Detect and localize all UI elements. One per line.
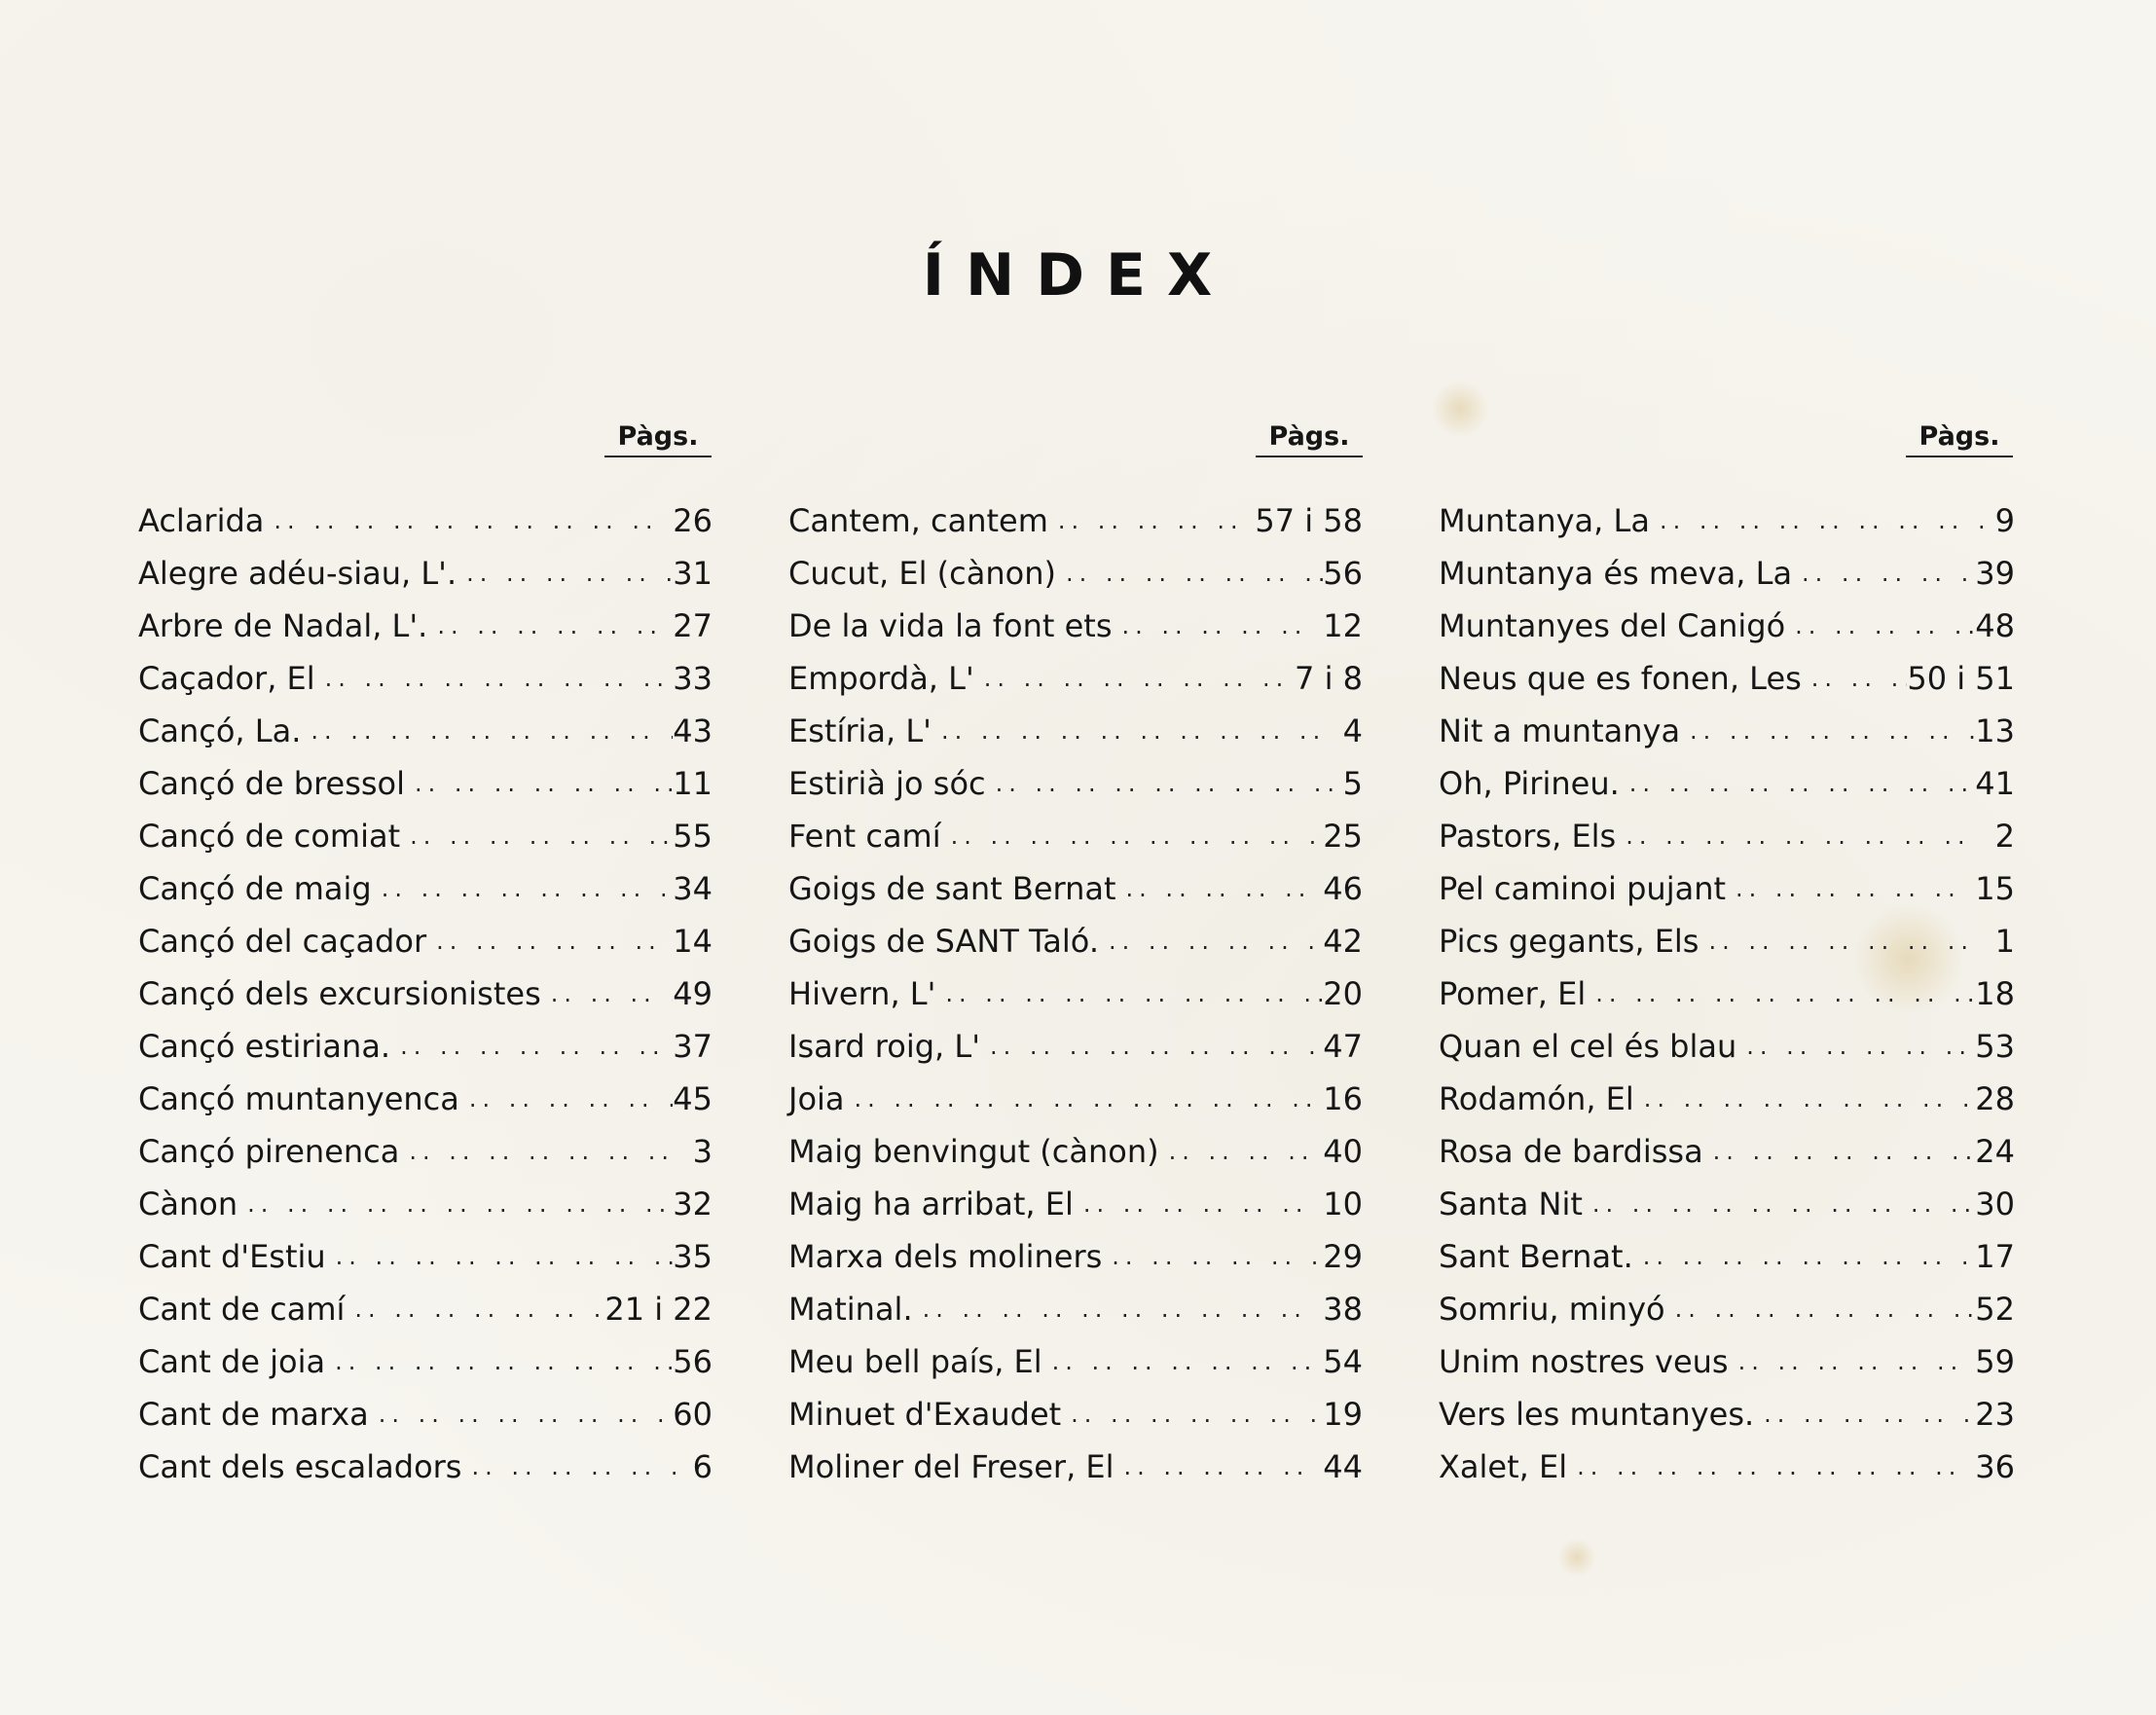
- index-entry: [788, 1073, 1363, 1125]
- dot-leader: [1754, 1388, 1975, 1441]
- entry-page-number: 50 i 51: [1907, 660, 2015, 697]
- index-entry: [788, 810, 1363, 862]
- entry-page-number: 1: [1994, 923, 2015, 960]
- dot-leader: [459, 1073, 673, 1125]
- index-entry: [138, 1283, 713, 1335]
- index-entry: [1439, 652, 2015, 705]
- dot-leader: [1116, 862, 1324, 915]
- dot-leader: [426, 915, 673, 967]
- index-entry: [138, 1388, 713, 1441]
- entry-title: Rodamón, El: [1439, 1080, 1634, 1117]
- entry-title: Oh, Pirineu.: [1439, 765, 1620, 802]
- index-entry: [788, 1178, 1363, 1230]
- entry-title: Cucut, El (cànon): [788, 555, 1056, 592]
- dot-leader: [399, 1125, 683, 1178]
- dot-leader: [1567, 1441, 1975, 1493]
- dot-leader: [1586, 967, 1975, 1020]
- index-entry: [138, 915, 713, 967]
- entry-title: Cançó de bressol: [138, 765, 406, 802]
- entry-page-number: 52: [1975, 1291, 2015, 1328]
- dot-leader: [1729, 1335, 1976, 1388]
- index-entry: [1439, 1073, 2015, 1125]
- dot-leader: [1792, 547, 1975, 600]
- dot-leader: [1048, 494, 1255, 547]
- dot-leader: [974, 652, 1295, 705]
- page-title: ÍNDEX: [922, 241, 1234, 310]
- index-entry: [138, 652, 713, 705]
- entry-page-number: 14: [673, 923, 713, 960]
- entry-page-number: 21 i 22: [604, 1291, 713, 1328]
- dot-leader: [427, 600, 673, 652]
- entry-title: Arbre de Nadal, L'.: [138, 607, 428, 644]
- entry-title: Cançó muntanyenca: [138, 1080, 459, 1117]
- index-entry: [788, 967, 1363, 1020]
- entry-title: Isard roig, L': [788, 1028, 980, 1065]
- index-entry: [788, 705, 1363, 757]
- dot-leader: [457, 547, 673, 600]
- dot-leader: [986, 757, 1334, 810]
- entry-title: Cant dels escaladors: [138, 1448, 462, 1485]
- index-entry: [1439, 600, 2015, 652]
- entry-title: Cant de marxa: [138, 1396, 369, 1433]
- dot-leader: [1633, 1230, 1976, 1283]
- entry-page-number: 6: [692, 1448, 713, 1485]
- entry-page-number: 3: [692, 1133, 713, 1170]
- entry-page-number: 13: [1975, 712, 2015, 749]
- entry-title: Pastors, Els: [1439, 818, 1617, 855]
- index-entry: [1439, 1020, 2015, 1073]
- dot-leader: [1042, 1335, 1324, 1388]
- entry-page-number: 12: [1323, 607, 1363, 644]
- entry-page-number: 9: [1994, 502, 2015, 539]
- entry-title: Moliner del Freser, El: [788, 1448, 1115, 1485]
- entry-page-number: 19: [1323, 1396, 1363, 1433]
- entry-title: Minuet d'Exaudet: [788, 1396, 1062, 1433]
- dot-leader: [1665, 1283, 1976, 1335]
- dot-leader: [238, 1178, 673, 1230]
- dot-leader: [935, 967, 1323, 1020]
- dot-leader: [541, 967, 674, 1020]
- index-entry: [788, 1283, 1363, 1335]
- entry-page-number: 49: [673, 975, 713, 1012]
- dot-leader: [461, 1441, 683, 1493]
- index-entry: [138, 600, 713, 652]
- entry-page-number: 30: [1975, 1186, 2015, 1222]
- index-entry: [138, 1335, 713, 1388]
- entry-page-number: 10: [1323, 1186, 1363, 1222]
- dot-leader: [1583, 1178, 1975, 1230]
- paper-stain: [1431, 380, 1489, 438]
- entry-page-number: 27: [673, 607, 713, 644]
- index-entry: [788, 1230, 1363, 1283]
- entry-title: Cançó del caçador: [138, 923, 427, 960]
- entry-title: Pomer, El: [1439, 975, 1587, 1012]
- index-entry: [788, 1125, 1363, 1178]
- entry-page-number: 55: [673, 818, 713, 855]
- entry-page-number: 38: [1323, 1291, 1363, 1328]
- dot-leader: [315, 652, 674, 705]
- entry-title: Caçador, El: [138, 660, 315, 697]
- index-entry: [138, 1073, 713, 1125]
- dot-leader: [1650, 494, 1986, 547]
- entry-title: Goigs de SANT Taló.: [788, 923, 1099, 960]
- index-entry: [138, 1125, 713, 1178]
- entry-title: Maig benvingut (cànon): [788, 1133, 1159, 1170]
- index-column-3: [1439, 494, 2015, 1493]
- entry-page-number: 7 i 8: [1295, 660, 1363, 697]
- dot-leader: [1620, 757, 1976, 810]
- entry-page-number: 37: [673, 1028, 713, 1065]
- entry-title: Cantem, cantem: [788, 502, 1048, 539]
- dot-leader: [1102, 1230, 1323, 1283]
- entry-title: Alegre adéu-siau, L'.: [138, 555, 457, 592]
- entry-page-number: 5: [1342, 765, 1363, 802]
- entry-page-number: 40: [1323, 1133, 1363, 1170]
- index-entry: [1439, 967, 2015, 1020]
- index-entry: [138, 862, 713, 915]
- dot-leader: [301, 705, 673, 757]
- entry-page-number: 57 i 58: [1255, 502, 1363, 539]
- index-entry: [138, 494, 713, 547]
- index-entry: [138, 1020, 713, 1073]
- dot-leader: [1680, 705, 1975, 757]
- index-entry: [1439, 810, 2015, 862]
- entry-page-number: 47: [1323, 1028, 1363, 1065]
- index-entry: [788, 652, 1363, 705]
- index-entry: [138, 810, 713, 862]
- entry-page-number: 33: [673, 660, 713, 697]
- entry-title: Cançó estiriana.: [138, 1028, 391, 1065]
- dot-leader: [325, 1335, 673, 1388]
- pages-column-header: Pàgs.: [604, 420, 712, 457]
- dot-leader: [1115, 1441, 1324, 1493]
- entry-page-number: 48: [1975, 607, 2015, 644]
- index-entry: [1439, 915, 2015, 967]
- dot-leader: [1099, 915, 1323, 967]
- entry-page-number: 41: [1975, 765, 2015, 802]
- entry-page-number: 44: [1323, 1448, 1363, 1485]
- entry-title: Cant d'Estiu: [138, 1238, 326, 1275]
- index-entry: [1439, 1283, 2015, 1335]
- entry-page-number: 25: [1323, 818, 1363, 855]
- index-entry: [1439, 1125, 2015, 1178]
- dot-leader: [980, 1020, 1323, 1073]
- entry-title: Pics gegants, Els: [1439, 923, 1699, 960]
- dot-leader: [1074, 1178, 1323, 1230]
- index-column-1: [138, 494, 713, 1493]
- dot-leader: [1726, 862, 1975, 915]
- index-entry: [788, 757, 1363, 810]
- dot-leader: [345, 1283, 604, 1335]
- entry-title: Unim nostres veus: [1439, 1343, 1729, 1380]
- index-column-2: [788, 494, 1363, 1493]
- entry-page-number: 20: [1323, 975, 1363, 1012]
- entry-title: Aclarida: [138, 502, 265, 539]
- index-entry: [788, 1335, 1363, 1388]
- entry-page-number: 35: [673, 1238, 713, 1275]
- index-entry: [788, 915, 1363, 967]
- entry-title: Pel caminoi pujant: [1439, 870, 1727, 907]
- entry-page-number: 18: [1975, 975, 2015, 1012]
- entry-title: Muntanya, La: [1439, 502, 1650, 539]
- entry-title: Nit a muntanya: [1439, 712, 1681, 749]
- dot-leader: [1802, 652, 1908, 705]
- entry-page-number: 45: [673, 1080, 713, 1117]
- entry-title: Matinal.: [788, 1291, 913, 1328]
- entry-page-number: 60: [673, 1396, 713, 1433]
- entry-title: Somriu, minyó: [1439, 1291, 1665, 1328]
- index-entry: [1439, 862, 2015, 915]
- index-entry: [788, 494, 1363, 547]
- index-entry: [1439, 705, 2015, 757]
- entry-title: Vers les muntanyes.: [1439, 1396, 1755, 1433]
- pages-column-header: Pàgs.: [1906, 420, 2013, 457]
- entry-title: Quan el cel és blau: [1439, 1028, 1737, 1065]
- entry-title: Cançó pirenenca: [138, 1133, 400, 1170]
- dot-leader: [400, 810, 673, 862]
- index-entry: [1439, 1388, 2015, 1441]
- entry-title: Cançó, La.: [138, 712, 302, 749]
- entry-page-number: 15: [1975, 870, 2015, 907]
- dot-leader: [1736, 1020, 1975, 1073]
- index-entry: [138, 1230, 713, 1283]
- index-entry: [138, 1441, 713, 1493]
- pages-column-header: Pàgs.: [1256, 420, 1363, 457]
- index-entry: [138, 1178, 713, 1230]
- entry-title: Maig ha arribat, El: [788, 1186, 1074, 1222]
- dot-leader: [369, 1388, 674, 1441]
- entry-page-number: 2: [1994, 818, 2015, 855]
- dot-leader: [932, 705, 1334, 757]
- dot-leader: [913, 1283, 1324, 1335]
- entry-title: Cançó de maig: [138, 870, 372, 907]
- dot-leader: [1159, 1125, 1324, 1178]
- entry-title: Rosa de bardissa: [1439, 1133, 1703, 1170]
- entry-page-number: 34: [673, 870, 713, 907]
- entry-title: Xalet, El: [1439, 1448, 1568, 1485]
- index-entry: [788, 862, 1363, 915]
- entry-page-number: 23: [1975, 1396, 2015, 1433]
- entry-page-number: 42: [1323, 923, 1363, 960]
- entry-page-number: 26: [673, 502, 713, 539]
- entry-page-number: 17: [1975, 1238, 2015, 1275]
- dot-leader: [1785, 600, 1975, 652]
- entry-title: Marxa dels moliners: [788, 1238, 1103, 1275]
- entry-page-number: 11: [673, 765, 713, 802]
- paper-stain: [1557, 1538, 1596, 1577]
- dot-leader: [390, 1020, 673, 1073]
- entry-title: Cant de camí: [138, 1291, 346, 1328]
- dot-leader: [1699, 915, 1986, 967]
- index-entry: [138, 757, 713, 810]
- entry-page-number: 36: [1975, 1448, 2015, 1485]
- index-entry: [788, 1388, 1363, 1441]
- entry-title: Empordà, L': [788, 660, 974, 697]
- entry-page-number: 54: [1323, 1343, 1363, 1380]
- entry-title: De la vida la font ets: [788, 607, 1113, 644]
- dot-leader: [264, 494, 673, 547]
- dot-leader: [1616, 810, 1986, 862]
- entry-page-number: 56: [1323, 555, 1363, 592]
- index-entry: [138, 705, 713, 757]
- dot-leader: [372, 862, 674, 915]
- dot-leader: [1703, 1125, 1976, 1178]
- entry-title: Estirià jo sóc: [788, 765, 986, 802]
- index-entry: [138, 547, 713, 600]
- dot-leader: [941, 810, 1324, 862]
- dot-leader: [1113, 600, 1324, 652]
- entry-title: Cànon: [138, 1186, 238, 1222]
- index-entry: [1439, 1441, 2015, 1493]
- entry-title: Estíria, L': [788, 712, 932, 749]
- index-entry: [1439, 547, 2015, 600]
- dot-leader: [845, 1073, 1324, 1125]
- index-entry: [1439, 494, 2015, 547]
- entry-title: Goigs de sant Bernat: [788, 870, 1116, 907]
- entry-page-number: 28: [1975, 1080, 2015, 1117]
- index-entry: [1439, 1178, 2015, 1230]
- entry-page-number: 43: [673, 712, 713, 749]
- entry-title: Cant de joia: [138, 1343, 326, 1380]
- dot-leader: [1056, 547, 1323, 600]
- index-entry: [788, 547, 1363, 600]
- entry-title: Meu bell país, El: [788, 1343, 1042, 1380]
- entry-page-number: 24: [1975, 1133, 2015, 1170]
- entry-page-number: 46: [1323, 870, 1363, 907]
- entry-page-number: 59: [1975, 1343, 2015, 1380]
- dot-leader: [326, 1230, 674, 1283]
- entry-title: Fent camí: [788, 818, 941, 855]
- entry-title: Hivern, L': [788, 975, 936, 1012]
- index-entry: [1439, 757, 2015, 810]
- entry-title: Muntanyes del Canigó: [1439, 607, 1786, 644]
- entry-page-number: 39: [1975, 555, 2015, 592]
- entry-page-number: 32: [673, 1186, 713, 1222]
- entry-page-number: 16: [1323, 1080, 1363, 1117]
- entry-page-number: 4: [1342, 712, 1363, 749]
- entry-title: Santa Nit: [1439, 1186, 1583, 1222]
- index-entry: [1439, 1335, 2015, 1388]
- dot-leader: [1061, 1388, 1323, 1441]
- index-entry: [788, 1441, 1363, 1493]
- entry-title: Sant Bernat.: [1439, 1238, 1633, 1275]
- entry-page-number: 53: [1975, 1028, 2015, 1065]
- entry-page-number: 31: [673, 555, 713, 592]
- dot-leader: [405, 757, 673, 810]
- index-entry: [138, 967, 713, 1020]
- dot-leader: [1634, 1073, 1976, 1125]
- entry-title: Cançó de comiat: [138, 818, 401, 855]
- index-entry: [1439, 1230, 2015, 1283]
- index-entry: [788, 600, 1363, 652]
- entry-page-number: 29: [1323, 1238, 1363, 1275]
- entry-page-number: 56: [673, 1343, 713, 1380]
- index-entry: [788, 1020, 1363, 1073]
- entry-title: Cançó dels excursionistes: [138, 975, 541, 1012]
- entry-title: Neus que es fonen, Les: [1439, 660, 1802, 697]
- entry-title: Muntanya és meva, La: [1439, 555, 1793, 592]
- entry-title: Joia: [788, 1080, 845, 1117]
